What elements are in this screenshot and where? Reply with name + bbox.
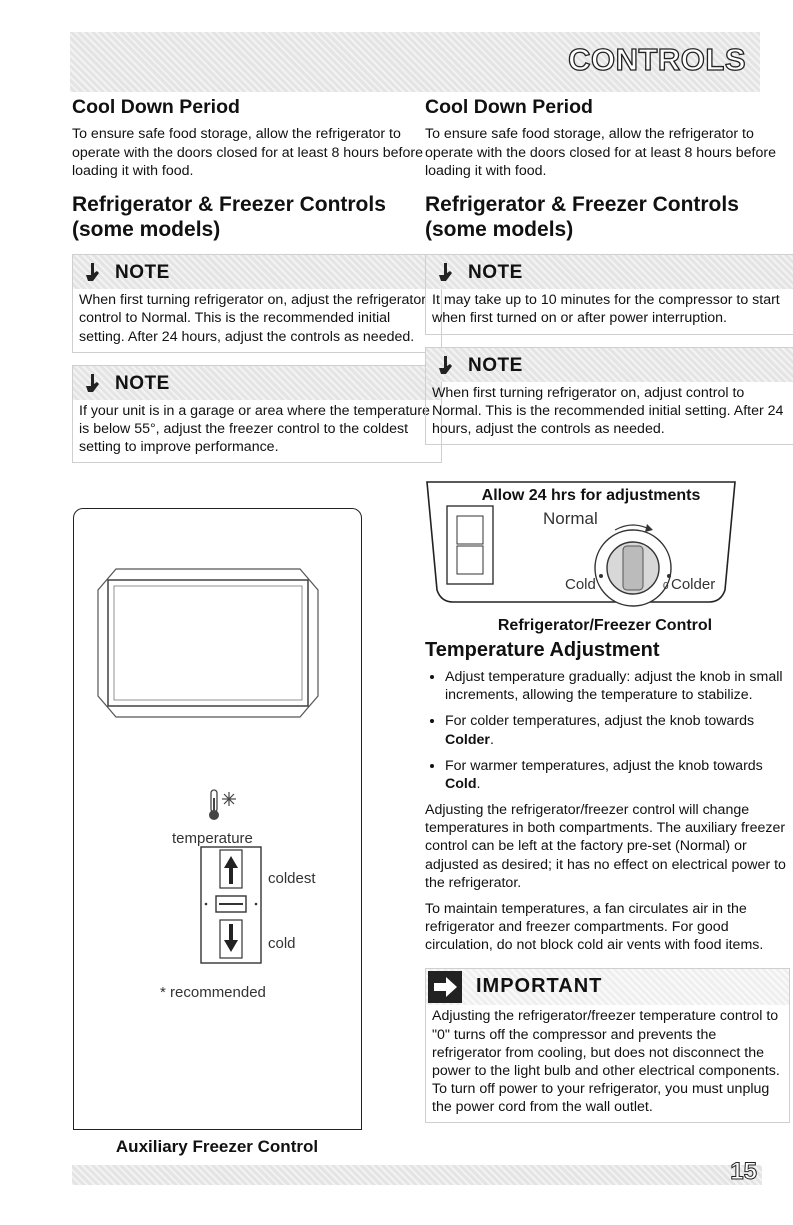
note-box-right-2 [425,347,793,446]
bullet-text: For colder temperatures, adjust the knob towards [445,713,755,730]
dial-cold-label: Cold [565,576,596,593]
note-header [426,348,793,382]
cool-down-heading-left: Cool Down Period [72,96,240,118]
important-text: Adjusting the refrigerator/freezer temperature control to "0" turns off the compressor and prevents the refrigerator from cooling, but does not disconnect the power to the light bulb and other electrical components. To turn off power to your refrigerator, you must unplug the power cord from the wall outlet. [432,1008,780,1116]
note-title: NOTE [468,262,523,284]
dial-caption: Refrigerator/Freezer Control [497,617,713,634]
note-hand-icon [83,262,103,284]
dial-colder-label: Colder [671,576,716,593]
note-hand-icon [83,373,103,395]
note-header [73,366,441,400]
panel-display-icon [96,568,320,718]
bullet-text: For warmer temperatures, adjust the knob towards [445,757,763,774]
coldest-label: coldest [268,870,316,887]
thermometer-snowflake-icon [205,788,239,822]
note-header [426,255,793,289]
page-number: 15 [730,1158,757,1185]
note-box-right-1 [425,254,793,334]
temperature-adjustment-heading: Temperature Adjustment [425,639,660,661]
recommended-star: * [160,984,166,1001]
bullet-after: . [489,731,494,748]
controls-heading-left-line1: Refrigerator & Freezer Controls [72,192,386,216]
bullet-item [445,757,790,793]
bullet-bold: Cold [445,775,477,792]
controls-heading-right-line1: Refrigerator & Freezer Controls [425,192,739,216]
note-hand-icon [436,355,456,377]
note-title: NOTE [468,354,523,376]
right-column [425,96,793,445]
auxiliary-control-caption: Auxiliary Freezer Control [115,1137,319,1156]
cold-label: cold [268,935,296,952]
allow-24hrs-text: Allow 24 hrs for adjustments [481,487,701,504]
controls-heading-left [72,192,442,242]
arrow-right-icon [428,971,462,1003]
controls-heading-left-line2: (some models) [72,218,221,242]
cool-down-text-right: To ensure safe food storage, allow the refrigerator to operate with the doors closed for at least 8 hours before loading it with food. [425,126,776,179]
note-hand-icon [436,262,456,284]
bullet-after: . [476,775,481,792]
important-header [426,969,789,1005]
refrigerator-freezer-dial-illustration [425,480,737,608]
temperature-adjustment-section [425,638,790,1123]
note-header [73,255,441,289]
header-banner [70,32,760,92]
recommended-legend [160,984,266,1001]
footer-bar [72,1165,762,1185]
note-box-left-1 [72,254,442,353]
adjustment-paragraph-2: To maintain temperatures, a fan circulates air in the refrigerator and freezer compartments. For good circulation, do not block cold air vents with food items. [425,900,764,954]
note-title: NOTE [115,372,170,394]
dial-zero-label: 0 [663,581,669,592]
note-text: It may take up to 10 minutes for the compressor to start when first turned on or after power interruption. [432,292,780,327]
controls-heading-right [425,192,793,242]
important-title: IMPORTANT [476,975,603,998]
bullet-bold: Colder [445,731,490,748]
note-text: If your unit is in a garage or area where the temperature is below 55°, adjust the freezer control to the coldest setting to improve performance. [79,402,430,456]
cool-down-heading-right: Cool Down Period [425,96,593,118]
cool-down-text-left: To ensure safe food storage, allow the refrigerator to operate with the doors closed for at least 8 hours before loading it with food. [72,126,423,179]
note-text: When first turning refrigerator on, adjust control to Normal. This is the recommended initial setting. After 24 hours, adjust the controls as needed. [432,384,784,437]
adjustment-bullets [425,668,790,793]
dial-normal-label: Normal [543,509,598,528]
bullet-text: Adjust temperature gradually: adjust the knob in small increments, allowing the temperature to stabilize. [445,669,783,704]
note-text: When first turning refrigerator on, adjust the refrigerator control to Normal. This is the recommended initial setting. After 24 hours, adjust the controls as needed. [79,292,426,345]
bullet-item [445,668,790,704]
controls-heading-right-line2: (some models) [425,218,574,242]
page-title: CONTROLS [568,42,746,77]
note-box-left-2 [72,365,442,464]
important-box [425,968,790,1123]
freezer-slider-control[interactable] [200,846,262,964]
adjustment-paragraph-1: Adjusting the refrigerator/freezer control will change temperatures in both compartments. The auxiliary freezer control can be left at the factory pre-set (Normal) or adjusted as desired; it has no effect on electrical power to the refrigerator. [425,802,786,891]
recommended-label: recommended [170,984,266,1001]
left-column [72,96,442,463]
note-title: NOTE [115,262,170,284]
temperature-label: temperature [172,830,253,847]
bullet-item [445,712,790,748]
